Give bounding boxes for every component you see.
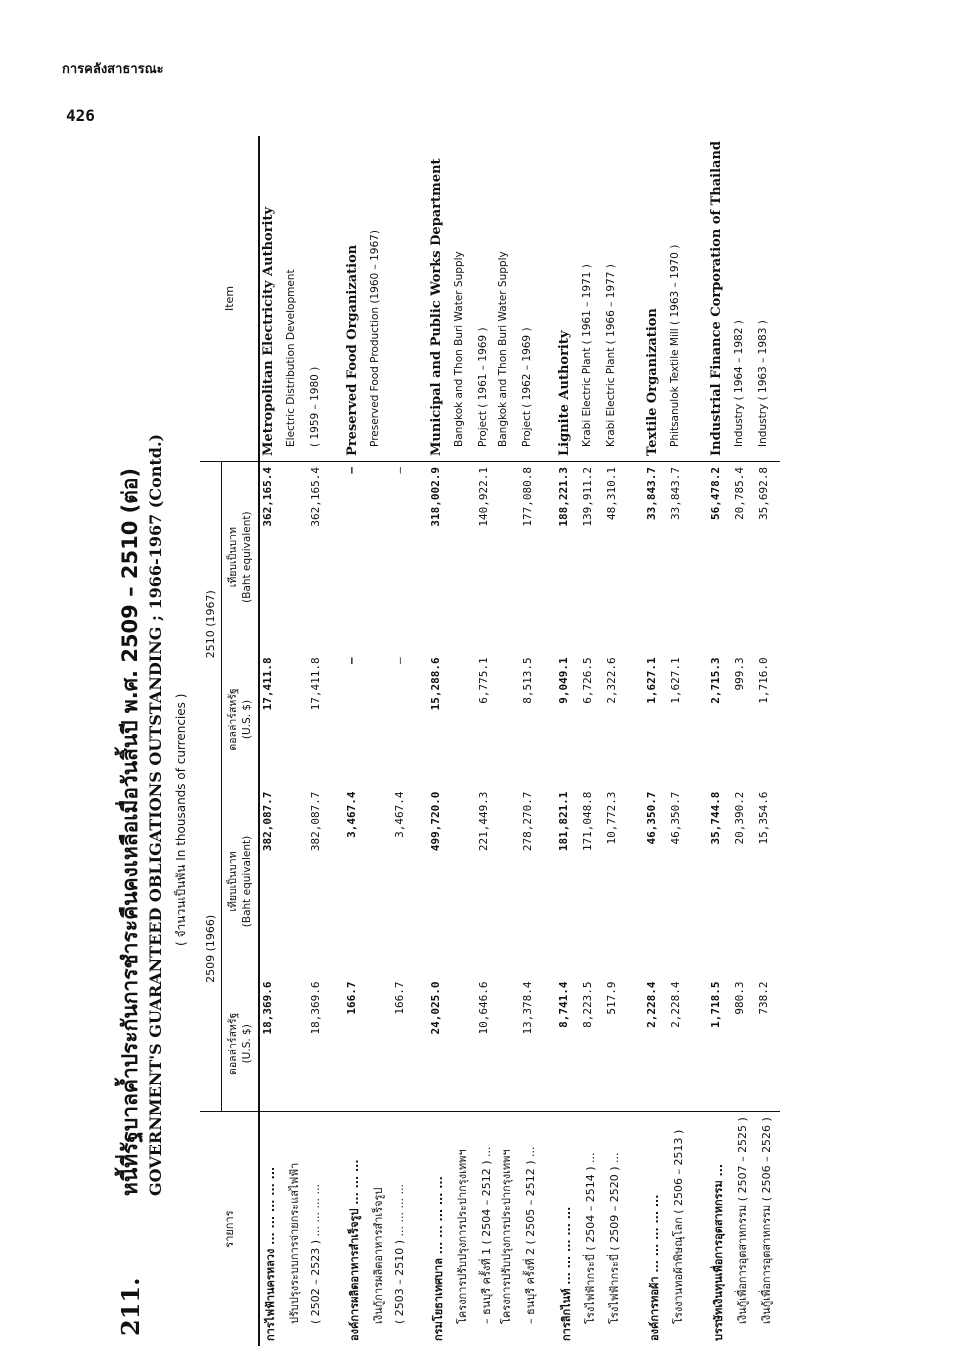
cell-baht-1967: 56,478.2 [709,466,723,520]
table-row [668,136,692,1346]
cell-item-thai: – ธนบุรี ครั้งที่ 2 ( 2505 – 2512 ) ... [520,1112,540,1346]
cell-baht-1966: 382,087.7 [259,787,284,977]
table-row [580,136,604,1346]
cell-item-english: Phitsanulok Textile Mill ( 1963 – 1970 ) [668,136,692,461]
cell-item-english: Industry ( 1964 – 1982 ) [732,136,756,461]
cell-usd-1967: 1,716.0 [757,657,771,704]
spacer-cell [412,787,428,977]
cell-baht-1966: 3,467.4 [345,791,359,838]
cell-baht-1966: 10,772.3 [605,791,619,845]
cell-usd-1967: – [345,657,359,664]
table-row [392,136,412,1346]
spacer-cell [628,1112,644,1346]
row-spacer [628,136,644,1346]
cell-baht-1966: 3,467.4 [393,791,407,838]
cell-item-english: Lignite Authority [556,136,580,461]
cell-usd-1967: 15,288.6 [429,657,443,711]
row-spacer [412,136,428,1346]
table-row [259,136,284,1346]
cell-usd-1967: 9,049.1 [557,657,571,704]
header-year-1966: 2509 (1966) [200,787,222,1112]
cell-baht-1966: 382,087.7 [309,791,323,852]
spacer-cell [328,652,344,786]
spacer-cell [328,1112,344,1346]
spacer-cell [692,787,708,977]
cell-item-english: Electric Distribution Development [284,136,308,461]
cell-usd-1966: 166.7 [393,981,407,1015]
cell-usd-1966: 2,228.4 [669,981,683,1028]
cell-baht-1966: 20,390.2 [733,791,747,845]
cell-usd-1967 [496,652,520,786]
row-spacer [540,136,556,1346]
header-row-years [200,136,222,1346]
cell-item-english: Textile Organization [644,136,668,461]
header-baht-en: (Baht equivalent) [241,835,254,928]
cell-usd-1967 [452,652,476,786]
table-row [520,136,540,1346]
spacer-cell [628,652,644,786]
cell-item-thai: บรรษัทเงินทุนเพื่อการอุตสาหกรรม ... [708,1112,732,1346]
cell-item-english: Industry ( 1963 – 1983 ) [756,136,780,461]
cell-item-thai: ( 2502 – 2523 ) ... ... ... ... [308,1112,328,1346]
cell-item-english: Project ( 1961 – 1969 ) [476,136,496,461]
cell-baht-1967: 362,165.4 [259,461,284,652]
cell-item-thai: เงินกู้เพื่อการอุตสาหกรรม ( 2506 – 2526 ) [756,1112,780,1346]
cell-item-thai: เงินกู้เพื่อการอุตสาหกรรม ( 2507 – 2525 ) [732,1112,756,1346]
header-year-1967: 2510 (1967) [200,461,222,786]
spacer-cell [628,136,644,461]
cell-usd-1966: 517.9 [605,981,619,1015]
cell-usd-1967: 17,411.8 [259,652,284,786]
cell-usd-1967: 1,627.1 [669,657,683,704]
cell-item-english: Krabi Electric Plant ( 1961 – 1971 ) [580,136,604,461]
table-row [556,136,580,1346]
cell-baht-1967: 140,922.1 [477,466,491,527]
spacer-cell [692,976,708,1111]
cell-baht-1966 [368,787,392,977]
table-header [200,136,259,1346]
cell-baht-1967: – [393,466,407,474]
cell-usd-1966: 10,646.6 [477,981,491,1035]
header-usd-en: (U.S. $) [241,699,254,740]
spacer-cell [540,136,556,461]
cell-baht-1966: 221,449.3 [477,791,491,852]
cell-baht-1966 [452,787,476,977]
cell-baht-1967: 139,911.2 [581,466,595,527]
table-row [284,136,308,1346]
spacer-cell [412,652,428,786]
spacer-cell [628,976,644,1111]
spacer-cell [328,976,344,1111]
header-item-english: Item [200,136,259,461]
cell-baht-1967 [368,461,392,652]
cell-usd-1966: 18,369.6 [259,976,284,1111]
cell-baht-1967: 33,843.7 [645,466,659,520]
table-title-thai: หนี้ที่รัฐบาลค้ำประกันการชำระคืนคงเหลือเมื่อวันสิ้นปี พ.ศ. 2509 – 2510 (ต่อ) [118,467,142,1196]
cell-baht-1966: 499,720.0 [429,791,443,852]
cell-item-thai: ปรับปรุงระบบการจ่ายกระแสไฟฟ้า [284,1112,308,1346]
cell-item-english [392,136,412,461]
cell-usd-1967: 6,775.1 [477,657,491,704]
cell-baht-1966: 181,821.1 [557,791,571,852]
cell-usd-1967: – [393,657,407,664]
cell-baht-1967: 48,310.1 [605,466,619,520]
header-usd-1967 [222,652,260,786]
cell-item-english: Project ( 1962 – 1969 ) [520,136,540,461]
cell-usd-1966 [496,976,520,1111]
table-row [708,136,732,1346]
cell-baht-1967 [496,461,520,652]
cell-usd-1966: 2,228.4 [645,981,659,1028]
header-usd-1966 [222,976,260,1111]
cell-item-thai: องค์การผลิตอาหารสำเร็จรูป ... ... ... [344,1112,368,1346]
cell-baht-1967 [284,461,308,652]
cell-usd-1967: 2,715.3 [709,657,723,704]
cell-item-thai: โรงไฟฟ้ากระบี่ ( 2504 – 2514 ) ... [580,1112,604,1346]
table-titles [108,136,204,1346]
cell-usd-1967: 8,513.5 [521,657,535,704]
spacer-cell [540,976,556,1111]
spacer-cell [692,1112,708,1346]
cell-item-thai: – ธนบุรี ครั้งที่ 1 ( 2504 – 2512 ) ... [476,1112,496,1346]
cell-item-thai: การไฟฟ้านครหลวง ... ... ... ... ... [259,1112,284,1346]
cell-item-english: Preserved Food Organization [344,136,368,461]
table-row [756,136,780,1346]
table-row [452,136,476,1346]
header-baht-1967 [222,461,260,652]
table-row [604,136,628,1346]
table-row [496,136,520,1346]
cell-usd-1967: 2,322.6 [605,657,619,704]
cell-item-thai: การลิกไนท์ ... ... ... ... ... [556,1112,580,1346]
cell-baht-1967: 177,080.8 [521,466,535,527]
cell-item-english: Bangkok and Thon Buri Water Supply [496,136,520,461]
cell-baht-1966: 35,744.8 [709,791,723,845]
cell-item-thai: เงินกู้การผลิตอาหารสำเร็จรูป [368,1112,392,1346]
obligations-table [200,136,780,1346]
cell-usd-1966: 8,741.4 [557,981,571,1028]
cell-usd-1966: 166.7 [345,981,359,1015]
cell-item-thai: โครงการปรับปรุงการประปากรุงเทพฯ [496,1112,520,1346]
spacer-cell [540,461,556,652]
cell-baht-1966: 278,270.7 [521,791,535,852]
spacer-cell [692,461,708,652]
cell-baht-1967: 35,692.8 [757,466,771,520]
cell-baht-1967 [452,461,476,652]
cell-item-english: Municipal and Public Works Department [428,136,452,461]
spacer-cell [412,136,428,461]
cell-baht-1967: 318,002.9 [429,466,443,527]
spacer-cell [628,461,644,652]
spacer-cell [328,787,344,977]
header-item-thai: รายการ [200,1112,259,1346]
running-head: การคลังสาธารณะ [62,62,164,77]
spacer-cell [540,1112,556,1346]
cell-baht-1967: – [345,466,359,474]
header-usd-thai: ดอลล่าร์สหรัฐ [227,1012,239,1075]
table-row [368,136,392,1346]
spacer-cell [412,1112,428,1346]
table-number: 211. [116,1277,145,1336]
cell-item-english: Industrial Finance Corporation of Thailand [708,136,732,461]
cell-item-thai: โรงงานทอผ้าพิษณุโลก ( 2506 – 2513 ) [668,1112,692,1346]
spacer-cell [692,136,708,461]
cell-usd-1967 [284,652,308,786]
spacer-cell [412,461,428,652]
cell-usd-1967: 999.3 [733,657,747,691]
cell-usd-1967: 6,726.5 [581,657,595,704]
table-row [476,136,496,1346]
table-title-english: GOVERNMENT'S GUARANTEED OBLIGATIONS OUTSTANDING ; 1966-1967 (Contd.) [146,433,165,1196]
cell-usd-1966: 13,378.4 [521,981,535,1035]
cell-usd-1966: 24,025.0 [429,981,443,1035]
cell-usd-1967: 1,627.1 [645,657,659,704]
cell-item-english: Bangkok and Thon Buri Water Supply [452,136,476,461]
table-body [259,136,780,1346]
cell-baht-1967: 33,843.7 [669,466,683,520]
cell-item-english: ( 1959 – 1980 ) [308,136,328,461]
cell-baht-1966: 46,350.7 [669,791,683,845]
spacer-cell [628,787,644,977]
header-usd-en: (U.S. $) [241,1024,254,1064]
cell-baht-1967: 20,785.4 [733,466,747,520]
cell-baht-1966: 15,354.6 [757,791,771,845]
table-row [644,136,668,1346]
table-row [344,136,368,1346]
cell-usd-1966 [452,976,476,1111]
cell-item-thai: องค์การทอผ้า ... ... ... ... ... [644,1112,668,1346]
row-spacer [328,136,344,1346]
unit-note: ( จำนวนเป็นพัน In thousands of currencies ) [174,693,188,946]
cell-item-english: Krabi Electric Plant ( 1966 – 1977 ) [604,136,628,461]
spacer-cell [692,652,708,786]
cell-item-thai: กรมโยธาเทศบาล ... ... ... ... ... [428,1112,452,1346]
header-baht-1966 [222,787,260,977]
table-row [428,136,452,1346]
spacer-cell [328,136,344,461]
cell-baht-1966: 171,048.8 [581,791,595,852]
cell-usd-1966: 8,223.5 [581,981,595,1028]
cell-usd-1967 [368,652,392,786]
cell-usd-1966: 1,718.5 [709,981,723,1028]
cell-baht-1966: 46,350.7 [645,791,659,845]
cell-item-english: Metropolitan Electricity Authority [259,136,284,461]
cell-usd-1966 [368,976,392,1111]
cell-usd-1966 [284,976,308,1111]
cell-usd-1966: 980.3 [733,981,747,1015]
cell-usd-1966: 738.2 [757,981,771,1015]
cell-item-thai: โรงไฟฟ้ากระบี่ ( 2509 – 2520 ) ... [604,1112,628,1346]
cell-baht-1967: 188,221.3 [557,466,571,527]
spacer-cell [412,976,428,1111]
obligations-table-wrap [200,136,920,1346]
cell-baht-1966 [284,787,308,977]
table-row [732,136,756,1346]
cell-item-thai: โครงการปรับปรุงการประปากรุงเทพฯ [452,1112,476,1346]
cell-baht-1967: 362,165.4 [309,466,323,527]
header-baht-thai: เทียบเป็นบาท [227,851,239,912]
row-spacer [692,136,708,1346]
spacer-cell [540,652,556,786]
table-row [308,136,328,1346]
header-baht-en: (Baht equivalent) [241,511,254,603]
header-baht-thai: เทียบเป็นบาท [227,527,239,588]
cell-usd-1967: 17,411.8 [309,657,323,711]
cell-baht-1966 [496,787,520,977]
rotated-table-page [108,136,928,1346]
page-number: 426 [66,106,95,125]
spacer-cell [540,787,556,977]
cell-item-english: Preserved Food Production (1960 – 1967) [368,136,392,461]
cell-item-thai: ( 2503 – 2510 ) ... ... ... ... [392,1112,412,1346]
spacer-cell [328,461,344,652]
cell-usd-1966: 18,369.6 [309,981,323,1035]
header-usd-thai: ดอลล่าร์สหรัฐ [227,688,239,751]
